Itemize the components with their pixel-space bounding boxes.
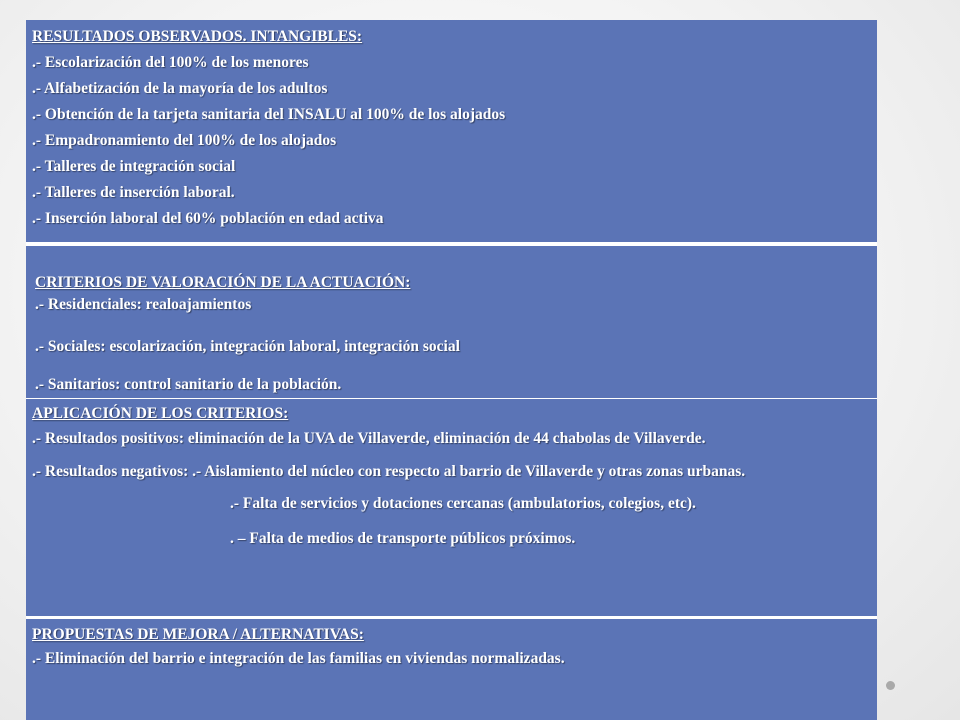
resultados-positivos: .- Resultados positivos: eliminación de la UVA de Villaverde, eliminación de 44 chabolas de Villaverde. <box>32 430 706 447</box>
intangibles-heading: RESULTADOS OBSERVADOS. INTANGIBLES: <box>32 28 363 45</box>
intangibles-item: .- Alfabetización de la mayoría de los adultos <box>32 80 328 97</box>
criterios-item: .- Residenciales: realoajamientos <box>35 296 252 313</box>
intangibles-item: .- Inserción laboral del 60% población en edad activa <box>32 210 384 227</box>
resultados-negativos-servicios: .- Falta de servicios y dotaciones cercanas (ambulatorios, colegios, etc). <box>230 495 696 512</box>
criterios-heading: CRITERIOS DE VALORACIÓN DE LA ACTUACIÓN: <box>35 274 411 291</box>
intangibles-item: .- Talleres de inserción laboral. <box>32 184 235 201</box>
bullet-dot-icon <box>886 681 895 690</box>
intangibles-item: .- Obtención de la tarjeta sanitaria del INSALU al 100% de los alojados <box>32 106 506 123</box>
intangibles-cell <box>26 20 877 242</box>
propuestas-heading: PROPUESTAS DE MEJORA / ALTERNATIVAS: <box>32 626 364 643</box>
content-table <box>26 20 877 720</box>
intangibles-item: .- Empadronamiento del 100% de los alojados <box>32 132 337 149</box>
criterios-cell <box>26 246 877 398</box>
intangibles-item: .- Talleres de integración social <box>32 158 236 175</box>
resultados-negativos: .- Resultados negativos: .- Aislamiento del núcleo con respecto al barrio de Villaverde y otras zonas urbanas. <box>32 463 746 480</box>
propuestas-cell <box>26 619 877 720</box>
propuestas-item: .- Eliminación del barrio e integración de las familias en viviendas normalizadas. <box>32 650 565 667</box>
intangibles-item: .- Escolarización del 100% de los menores <box>32 54 309 71</box>
criterios-item: .- Sanitarios: control sanitario de la población. <box>35 376 342 393</box>
criterios-item: .- Sociales: escolarización, integración laboral, integración social <box>35 338 460 355</box>
resultados-negativos-transporte: . – Falta de medios de transporte públicos próximos. <box>230 530 576 547</box>
aplicacion-cell <box>26 399 877 616</box>
aplicacion-heading: APLICACIÓN DE LOS CRITERIOS: <box>32 405 289 422</box>
